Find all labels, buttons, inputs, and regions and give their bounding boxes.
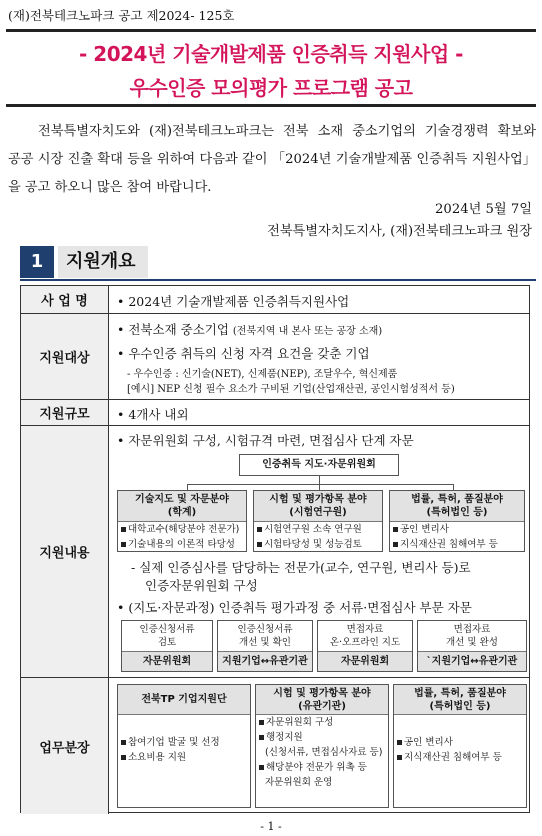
role-col-agency	[255, 684, 389, 808]
title-rule-top	[6, 29, 536, 32]
bullet-square-icon	[121, 542, 126, 547]
advisory-box-testing	[253, 490, 383, 552]
row-content-roles	[109, 678, 529, 814]
legal-head-1: 법률, 특허, 품질분야	[411, 494, 503, 505]
agency-head-1: 시험 및 평가항목 분야	[273, 688, 371, 699]
step-1-line-1: 인증신청서류	[139, 624, 195, 635]
process-step-2	[217, 620, 313, 672]
target-item-1	[117, 320, 382, 338]
row-label-roles: 업무분장	[21, 678, 109, 814]
advisory-box-legal	[389, 490, 525, 552]
branch-connector	[187, 484, 453, 485]
title-line-2: 우수인증 모의평가 프로그램 공고	[129, 76, 413, 100]
agency-item-3: (신청서류, 면접심사자료 등)	[265, 747, 383, 758]
target-sub-2: [예시] NEP 신청 필수 요소가 구비된 기업(산업재산권, 공인시험성적서 등)	[127, 384, 455, 395]
project-name-value: • 2024년 기술개발제품 인증취득지원사업	[117, 294, 350, 309]
process-step-4	[417, 620, 527, 672]
agency-item-5: 자문위원회 운영	[265, 777, 333, 788]
row-label-scale: 지원규모	[21, 400, 109, 426]
scale-value: • 4개사 내외	[117, 407, 189, 422]
document-number: (재)전북테크노파크 공고 제2024- 125호	[8, 8, 235, 23]
issuer: 전북특별자치도지사, (재)전북테크노파크 원장	[267, 224, 532, 239]
overview-table	[20, 285, 530, 813]
target-item-1-note: (전북지역 내 본사 또는 공장 소재)	[232, 326, 383, 337]
bullet-square-icon	[257, 527, 262, 532]
row-content-project	[109, 286, 529, 314]
jbtp-item-2: 소요비용 지원	[121, 750, 250, 765]
agency-item-4: 해당분야 전문가 위촉 등	[259, 760, 388, 775]
row-content-target	[109, 314, 529, 400]
bullet-square-icon	[393, 527, 398, 532]
title-line-1: - 2024년 기술개발제품 인증취득 지원사업 -	[79, 42, 463, 66]
step-2-owner: 지원기업↔유관기관	[218, 651, 312, 671]
step-3-line-1: 면접자료	[346, 624, 384, 635]
target-sub-1: - 우수인증 : 신기술(NET), 신제품(NEP), 조달우수, 혁신제품	[127, 369, 398, 380]
bullet-square-icon	[393, 542, 398, 547]
step-1-line-2: 검토	[157, 637, 177, 648]
academic-item-1: 대학교수(해당분야 전문가)	[118, 522, 246, 537]
step-4-line-1: 면접자료	[453, 624, 491, 635]
row-label-target: 지원대상	[21, 314, 109, 400]
bullet-square-icon	[121, 740, 126, 745]
committee-connector	[319, 476, 320, 484]
target-item-2: • 우수인증 취득의 신청 자격 요건을 갖춘 기업	[117, 346, 370, 361]
role-col-jbtp	[117, 684, 251, 808]
bullet-square-icon	[257, 542, 262, 547]
bullet-square-icon	[259, 735, 264, 740]
content-note-2: 인증자문위원회 구성	[145, 578, 258, 593]
row-content-support	[109, 426, 529, 678]
process-step-1	[121, 620, 213, 672]
step-4-owner: `지원기업↔유관기관	[418, 651, 526, 671]
row-content-scale	[109, 400, 529, 426]
step-2-line-2: 개선 및 확인	[239, 637, 291, 648]
jbtp-head-1: 전북TP 기업지원단	[141, 694, 227, 705]
committee-label: 인증취득 지도·자문위원회	[262, 459, 376, 470]
testing-item-2: 시험타당성 및 성능검토	[254, 537, 382, 552]
row-label-project: 사 업 명	[21, 286, 109, 314]
role-legal-head-2: (특허법인 등)	[429, 701, 491, 712]
content-item-1: • 자문위원회 구성, 시험규격 마련, 면접심사 단계 자문	[117, 433, 414, 448]
agency-item-1: 자문위원회 구성	[259, 715, 388, 730]
step-3-line-2: 온·오프라인 지도	[329, 637, 401, 648]
intro-text: 전북특별자치도와 (재)전북테크노파크는 전북 소재 중소기업의 기술경쟁력 확보와 공공 시장 진출 확대 등을 위하여 다음과 같이 「2024년 기술개발제품 인증취득 지원사업」을 공고 하오니 많은 참여 바랍니다.	[8, 124, 536, 195]
step-2-line-1: 인증신청서류	[237, 624, 293, 635]
content-note-1: - 실제 인증심사를 담당하는 전문가(교수, 연구원, 변리사 등)로	[131, 560, 471, 575]
role-legal-item-2: 지식재산권 침해여부 등	[397, 750, 526, 765]
legal-item-1: 공인 변리사	[390, 522, 524, 537]
page-number: - 1 -	[260, 820, 282, 833]
role-legal-head-1: 법률, 특허, 품질분야	[414, 688, 506, 699]
testing-head-1: 시험 및 평가항목 분야	[269, 494, 367, 505]
process-step-3	[317, 620, 413, 672]
section-underline	[20, 279, 536, 281]
testing-head-2: (시험연구원)	[289, 507, 347, 518]
section-title: 지원개요	[58, 246, 148, 278]
academic-item-2: 기술내용의 이론적 타당성	[118, 537, 246, 552]
step-4-line-2: 개선 및 완성	[446, 637, 498, 648]
section-number: 1	[20, 246, 54, 278]
content-item-2: • (지도·자문과정) 인증취득 평가과정 중 서류·면접심사 부문 자문	[117, 600, 472, 615]
target-item-1-text: • 전북소재 중소기업	[117, 322, 229, 337]
role-legal-item-1: 공인 변리사	[397, 735, 526, 750]
bullet-square-icon	[121, 755, 126, 760]
row-label-content: 지원내용	[21, 426, 109, 678]
role-col-legal	[393, 684, 527, 808]
legal-item-2: 지식재산권 침해여부 등	[390, 537, 524, 552]
bullet-square-icon	[121, 527, 126, 532]
advisory-box-academic	[117, 490, 247, 552]
testing-item-1: 시험연구원 소속 연구원	[254, 522, 382, 537]
announcement-date: 2024년 5월 7일	[435, 202, 532, 217]
bullet-square-icon	[259, 765, 264, 770]
committee-box	[239, 454, 399, 476]
title-rule-bottom	[6, 104, 536, 107]
agency-head-2: (유관기관)	[298, 701, 346, 712]
academic-head-1: 기술지도 및 자문분야	[135, 494, 229, 505]
bullet-square-icon	[397, 755, 402, 760]
legal-head-2: (특허법인 등)	[426, 507, 488, 518]
intro-paragraph	[8, 118, 536, 202]
bullet-square-icon	[397, 740, 402, 745]
agency-item-2: 행정지원	[259, 730, 388, 745]
step-3-owner: 자문위원회	[318, 651, 412, 671]
step-1-owner: 자문위원회	[122, 651, 212, 671]
jbtp-item-1: 참여기업 발굴 및 선정	[121, 735, 250, 750]
bullet-square-icon	[259, 720, 264, 725]
academic-head-2: (학계)	[167, 507, 197, 518]
